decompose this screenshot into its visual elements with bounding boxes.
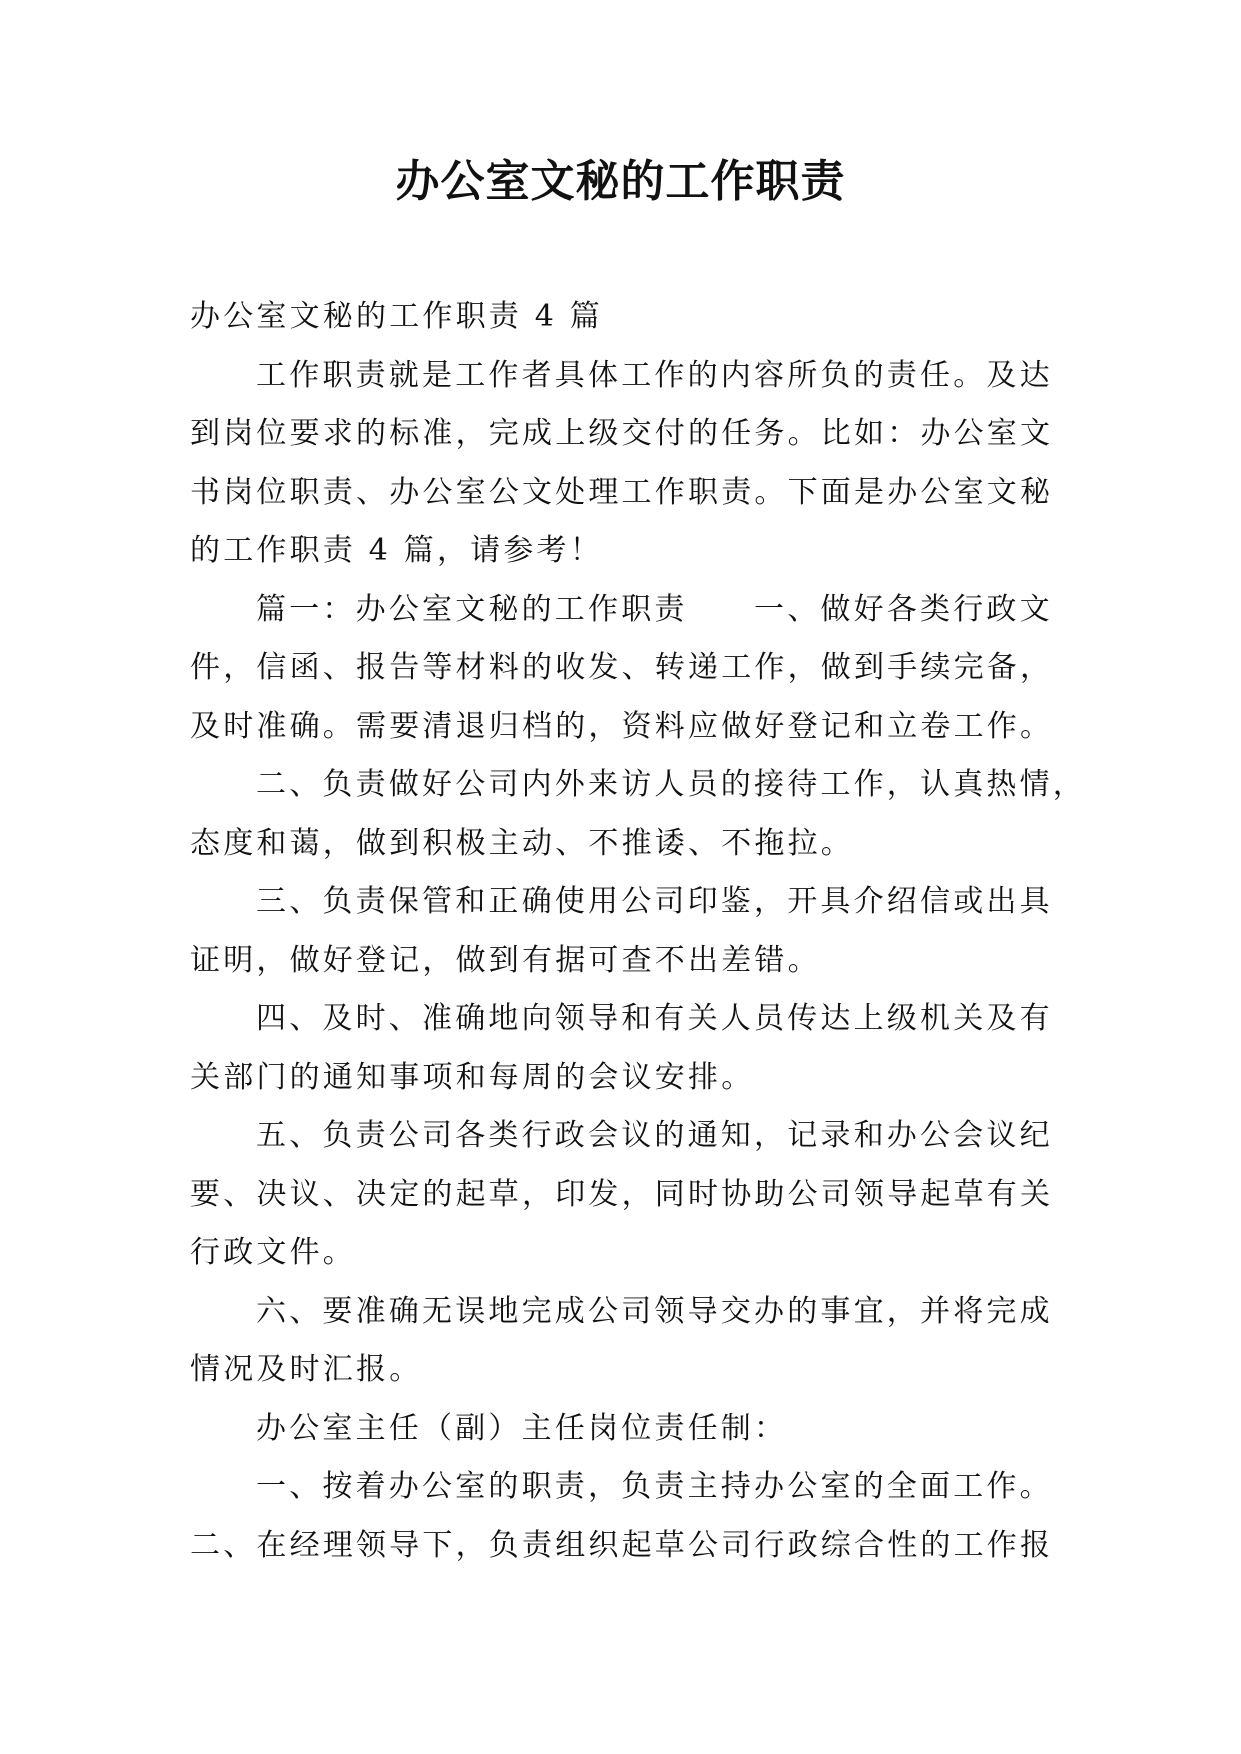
body-line: 四、及时、准确地向领导和有关人员传达上级机关及有 <box>256 1001 1053 1036</box>
body-line: 行政文件。 <box>190 1235 356 1270</box>
body-line: 及时准确。需要清退归档的，资料应做好登记和立卷工作。 <box>190 708 1054 744</box>
body-line: 书岗位职责、办公室公文处理工作职责。下面是办公室文秘 <box>190 474 1054 510</box>
body-line: 办公室主任（副）主任岗位责任制： <box>256 1410 788 1446</box>
document-body <box>190 288 1086 1575</box>
body-line: 三、负责保管和正确使用公司印鉴，开具介绍信或出具 <box>256 884 1053 919</box>
body-line: 一、按着办公室的职责，负责主持办公室的全面工作。 <box>256 1469 1053 1504</box>
body-line: 六、要准确无误地完成公司领导交办的事宜，并将完成 <box>256 1293 1053 1329</box>
body-line: 到岗位要求的标准，完成上级交付的任务。比如：办公室文 <box>190 416 1054 451</box>
body-line: 的工作职责 4 篇，请参考！ <box>190 533 603 568</box>
body-line: 办公室文秘的工作职责 4 篇 <box>190 299 603 334</box>
body-line: 态度和蔼，做到积极主动、不推诿、不拖拉。 <box>190 825 854 861</box>
body-line: 证明，做好登记，做到有据可查不出差错。 <box>190 942 821 978</box>
body-line: 关部门的通知事项和每周的会议安排。 <box>190 1059 755 1095</box>
body-line: 二、在经理领导下，负责组织起草公司行政综合性的工作报 <box>190 1527 1054 1563</box>
body-line: 件，信函、报告等材料的收发、转递工作，做到手续完备， <box>190 650 1054 685</box>
body-line: 二、负责做好公司内外来访人员的接待工作，认真热情， <box>256 767 1086 802</box>
document-title: 办公室文秘的工作职责 <box>395 156 846 207</box>
body-line: 工作职责就是工作者具体工作的内容所负的责任。及达 <box>256 357 1053 393</box>
body-line: 五、负责公司各类行政会议的通知，记录和办公会议纪 <box>256 1118 1053 1153</box>
body-line: 情况及时汇报。 <box>190 1352 423 1387</box>
body-line: 篇一：办公室文秘的工作职责 一、做好各类行政文 <box>256 591 1053 627</box>
body-line: 要、决议、决定的起草，印发，同时协助公司领导起草有关 <box>190 1176 1054 1212</box>
